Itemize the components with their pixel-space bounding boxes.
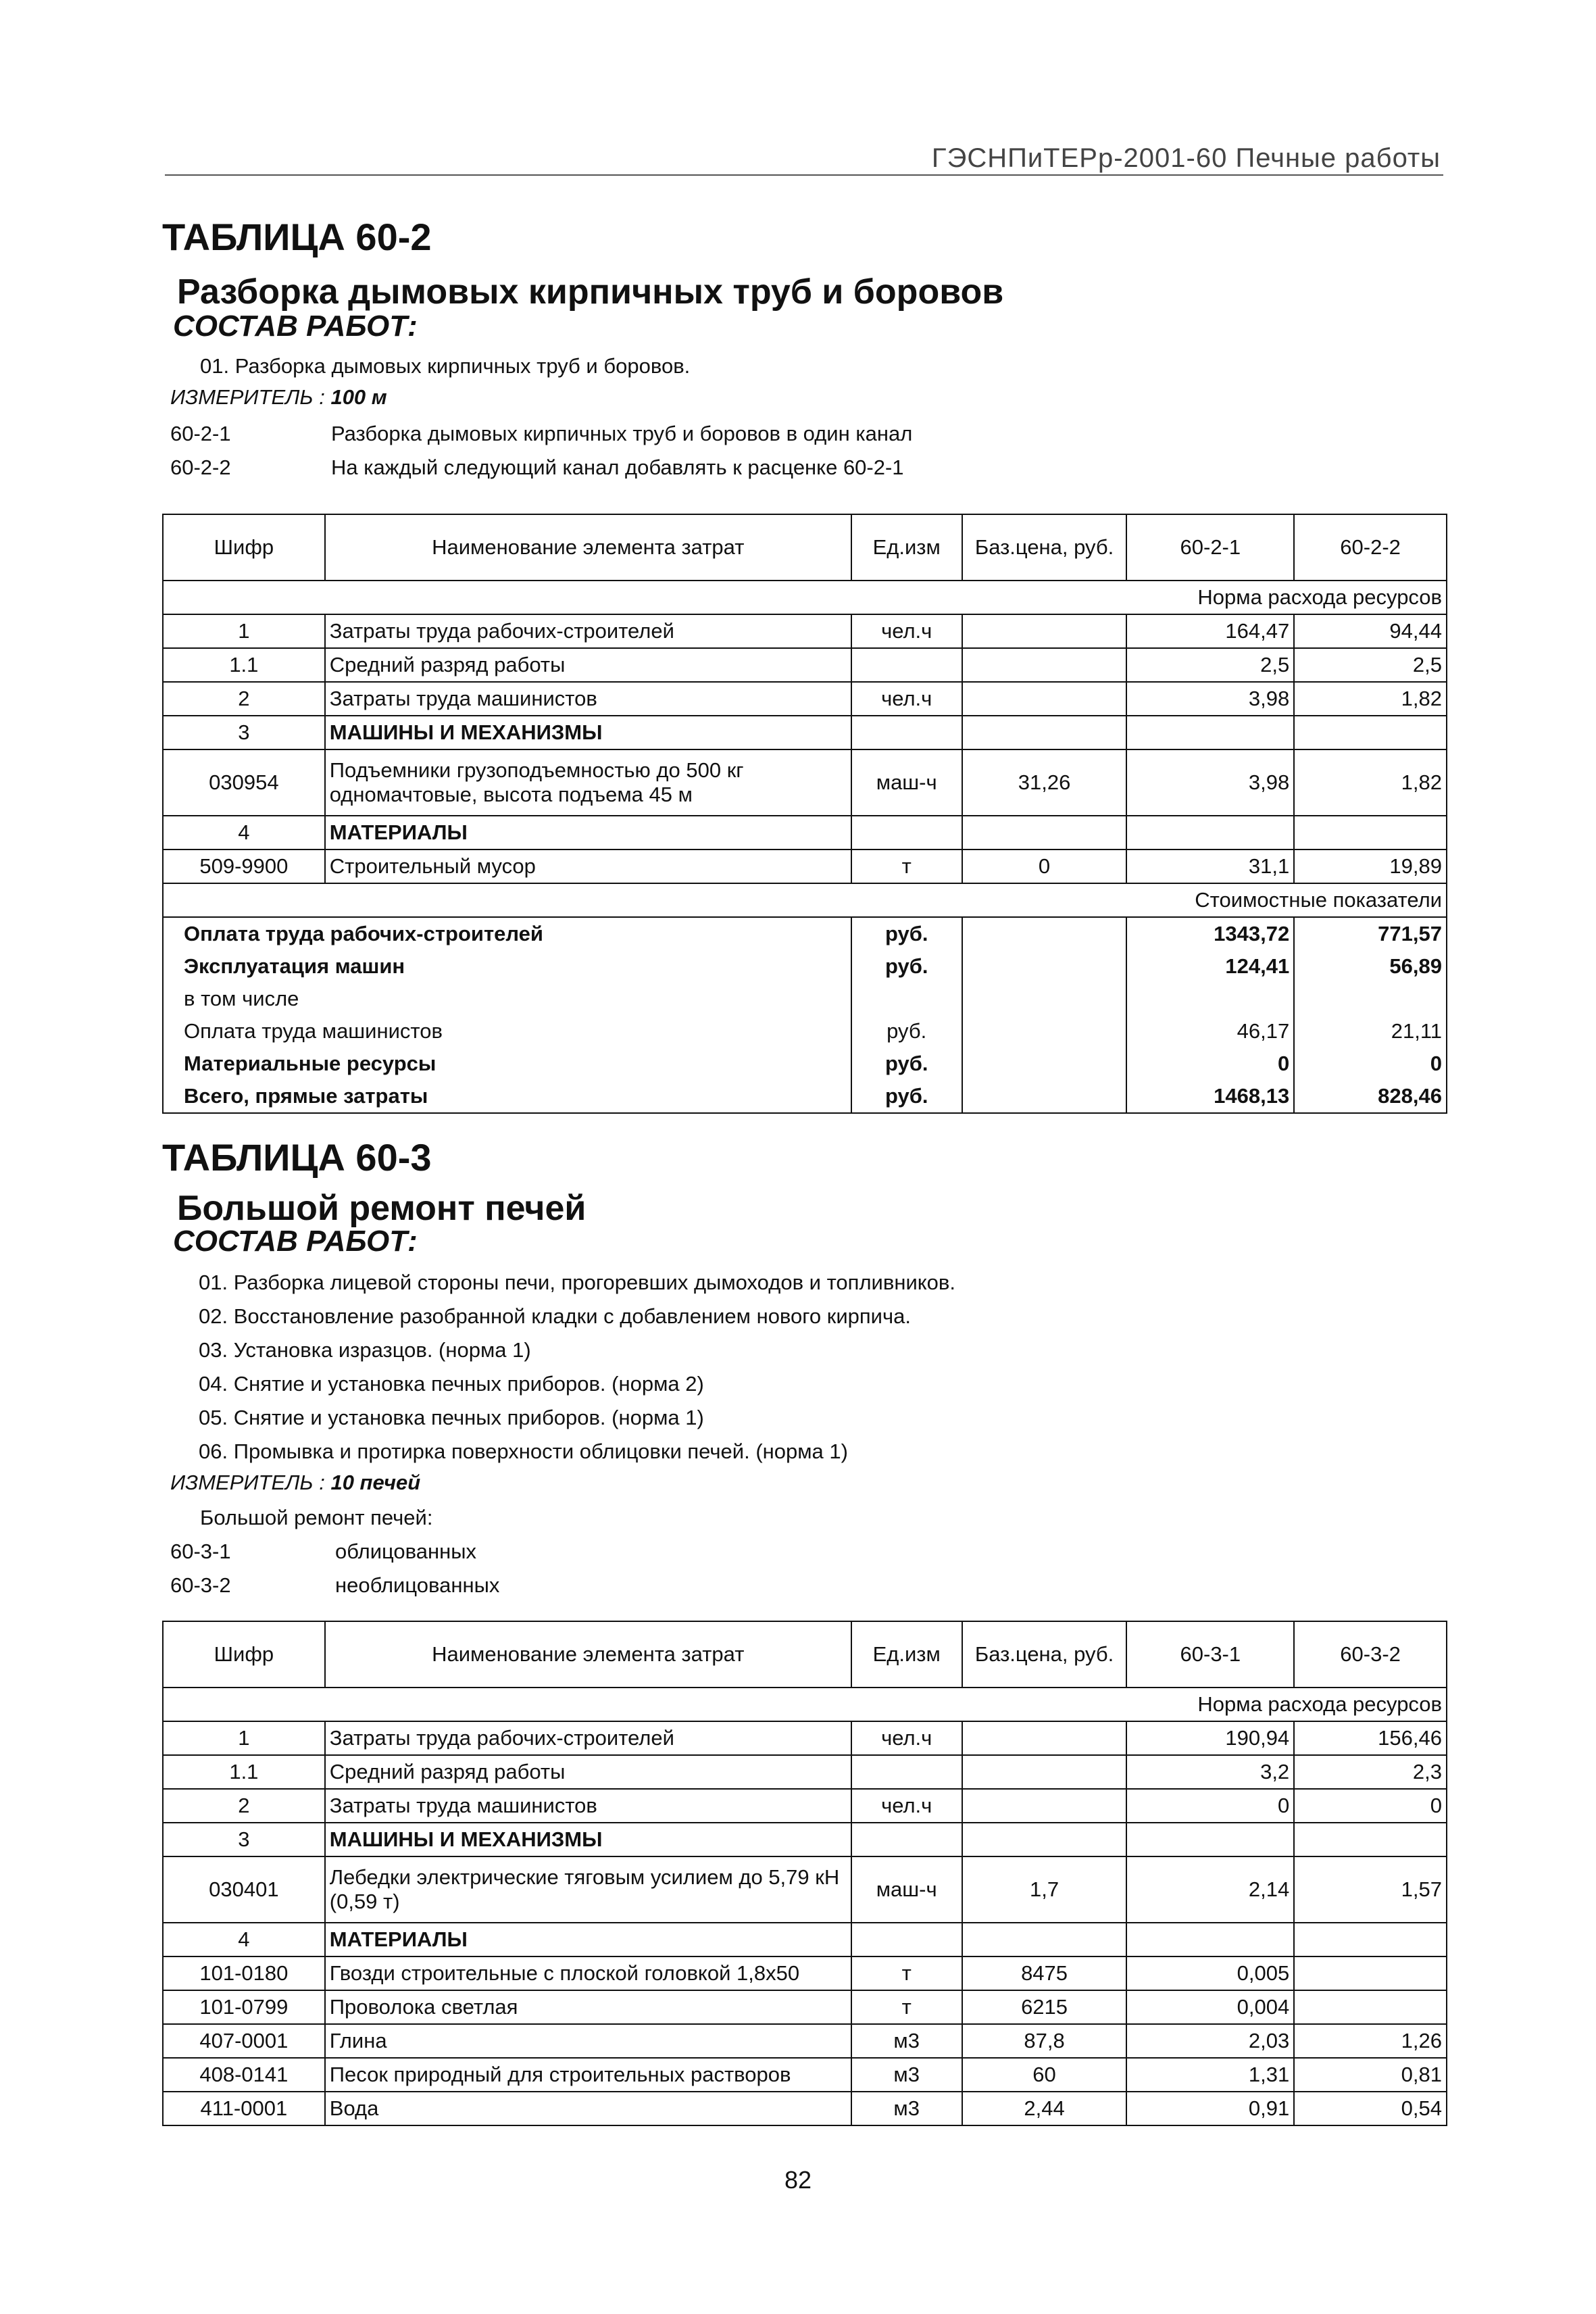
table-60-3-izmeritel: ИЗМЕРИТЕЛЬ : 10 печей bbox=[170, 1471, 421, 1494]
cell-code: 3 bbox=[163, 1823, 325, 1856]
cell-unit: чел.ч bbox=[851, 1789, 962, 1823]
cell-code: 509-9900 bbox=[163, 850, 325, 883]
table-60-3-work-4: 04. Снятие и установка печных приборов. (норма 2) bbox=[199, 1372, 704, 1396]
table-60-2-subtitle: Разборка дымовых кирпичных труб и боровов bbox=[177, 272, 1004, 312]
cell-value-2: 1,82 bbox=[1294, 749, 1447, 816]
cell-price bbox=[962, 1823, 1127, 1856]
cell-unit bbox=[851, 716, 962, 749]
cell-code: 030401 bbox=[163, 1856, 325, 1923]
table-60-3-work-1: 01. Разборка лицевой стороны печи, прогоревших дымоходов и топливников. bbox=[199, 1271, 955, 1294]
cell-price: 87,8 bbox=[962, 2024, 1127, 2058]
cost-row bbox=[163, 1048, 1447, 1080]
col-header: Баз.цена, руб. bbox=[962, 1621, 1127, 1688]
cell-code: 3 bbox=[163, 716, 325, 749]
code-60-3-2: 60-3-2 bbox=[170, 1573, 231, 1597]
code-60-3-1-desc: облицованных bbox=[335, 1540, 477, 1563]
cell-value-1 bbox=[1126, 1923, 1294, 1956]
cell-name: Песок природный для строительных растворов bbox=[325, 2058, 851, 2092]
cost-unit: руб. bbox=[851, 1080, 962, 1113]
cell-code: 4 bbox=[163, 1923, 325, 1956]
cell-unit: маш-ч bbox=[851, 749, 962, 816]
cell-value-2: 0 bbox=[1294, 1789, 1447, 1823]
cell-section-name: МАШИНЫ И МЕХАНИЗМЫ bbox=[325, 1823, 851, 1856]
table-row bbox=[163, 1990, 1447, 2024]
cost-empty bbox=[962, 1015, 1127, 1048]
cell-value-1 bbox=[1126, 1823, 1294, 1856]
cell-unit bbox=[851, 648, 962, 682]
cell-value-2 bbox=[1294, 716, 1447, 749]
cost-unit: руб. bbox=[851, 917, 962, 950]
cell-unit: т bbox=[851, 1956, 962, 1990]
cell-code: 1.1 bbox=[163, 1755, 325, 1789]
table-60-3-subtitle: Большой ремонт печей bbox=[177, 1189, 587, 1228]
cost-row bbox=[163, 950, 1447, 983]
cost-name: Эксплуатация машин bbox=[163, 950, 851, 983]
header-rule bbox=[165, 174, 1443, 176]
cell-name: Гвозди строительные с плоской головкой 1,8х50 bbox=[325, 1956, 851, 1990]
cell-name: Глина bbox=[325, 2024, 851, 2058]
cell-unit: чел.ч bbox=[851, 614, 962, 648]
cell-code: 030954 bbox=[163, 749, 325, 816]
cell-name: Подъемники грузоподъемностью до 500 кг одномачтовые, высота подъема 45 м bbox=[325, 749, 851, 816]
cell-value-2 bbox=[1294, 1823, 1447, 1856]
norma-row bbox=[163, 581, 1447, 614]
cell-name: Средний разряд работы bbox=[325, 1755, 851, 1789]
cell-code: 2 bbox=[163, 1789, 325, 1823]
cell-unit: т bbox=[851, 850, 962, 883]
cell-code: 1 bbox=[163, 1721, 325, 1755]
cost-unit bbox=[851, 983, 962, 1015]
table-row bbox=[163, 682, 1447, 716]
table-row bbox=[163, 1856, 1447, 1923]
cell-unit: м3 bbox=[851, 2058, 962, 2092]
cell-code: 1 bbox=[163, 614, 325, 648]
cell-unit: маш-ч bbox=[851, 1856, 962, 1923]
stoim-row bbox=[163, 883, 1447, 917]
cell-code: 4 bbox=[163, 816, 325, 850]
cell-value-2: 1,26 bbox=[1294, 2024, 1447, 2058]
table-row bbox=[163, 2092, 1447, 2125]
cost-empty bbox=[962, 1080, 1127, 1113]
norma-label: Норма расхода ресурсов bbox=[163, 581, 1447, 614]
cell-section-name: МАШИНЫ И МЕХАНИЗМЫ bbox=[325, 716, 851, 749]
table-60-2-izmeritel: ИЗМЕРИТЕЛЬ : 100 м bbox=[170, 385, 387, 409]
col-header: Шифр bbox=[163, 1621, 325, 1688]
running-header: ГЭСНПиТЕРр-2001-60 Печные работы bbox=[931, 143, 1441, 173]
cell-value-2 bbox=[1294, 1990, 1447, 2024]
cell-price bbox=[962, 1789, 1127, 1823]
stoim-label: Стоимостные показатели bbox=[163, 883, 1447, 917]
col-header: Наименование элемента затрат bbox=[325, 514, 851, 581]
col-header: Ед.изм bbox=[851, 514, 962, 581]
cell-unit bbox=[851, 1823, 962, 1856]
code-60-3-2-desc: необлицованных bbox=[335, 1573, 500, 1597]
cost-unit: руб. bbox=[851, 950, 962, 983]
cell-value-2: 19,89 bbox=[1294, 850, 1447, 883]
cell-value-1: 31,1 bbox=[1126, 850, 1294, 883]
cost-unit: руб. bbox=[851, 1048, 962, 1080]
cell-name: Затраты труда машинистов bbox=[325, 682, 851, 716]
code-60-2-2-desc: На каждый следующий канал добавлять к расценке 60-2-1 bbox=[331, 456, 904, 479]
cell-price bbox=[962, 648, 1127, 682]
page-number: 82 bbox=[784, 2166, 812, 2194]
cell-unit: м3 bbox=[851, 2024, 962, 2058]
cell-price bbox=[962, 682, 1127, 716]
code-60-2-1-desc: Разборка дымовых кирпичных труб и боровов в один канал bbox=[331, 422, 913, 445]
cost-value-1 bbox=[1126, 983, 1294, 1015]
section-row bbox=[163, 716, 1447, 749]
cell-code: 411-0001 bbox=[163, 2092, 325, 2125]
section-row bbox=[163, 1923, 1447, 1956]
table-row bbox=[163, 1755, 1447, 1789]
cell-unit: т bbox=[851, 1990, 962, 2024]
cost-name: Оплата труда машинистов bbox=[163, 1015, 851, 1048]
cell-price: 8475 bbox=[962, 1956, 1127, 1990]
cost-row bbox=[163, 1080, 1447, 1113]
cell-unit: чел.ч bbox=[851, 1721, 962, 1755]
col-header: 60-2-2 bbox=[1294, 514, 1447, 581]
cell-price: 0 bbox=[962, 850, 1127, 883]
cell-price bbox=[962, 1721, 1127, 1755]
cost-value-2: 771,57 bbox=[1294, 917, 1447, 950]
cell-price: 1,7 bbox=[962, 1856, 1127, 1923]
cell-value-2 bbox=[1294, 1923, 1447, 1956]
col-header: Баз.цена, руб. bbox=[962, 514, 1127, 581]
table-row bbox=[163, 850, 1447, 883]
cell-unit bbox=[851, 816, 962, 850]
cell-value-2: 1,57 bbox=[1294, 1856, 1447, 1923]
cell-section-name: МАТЕРИАЛЫ bbox=[325, 816, 851, 850]
cell-code: 408-0141 bbox=[163, 2058, 325, 2092]
cell-code: 101-0799 bbox=[163, 1990, 325, 2024]
table-60-2-sostav-label: СОСТАВ РАБОТ: bbox=[173, 310, 418, 343]
cell-value-2: 0,81 bbox=[1294, 2058, 1447, 2092]
cost-value-1: 124,41 bbox=[1126, 950, 1294, 983]
table-60-2 bbox=[162, 514, 1447, 1114]
cell-section-name: МАТЕРИАЛЫ bbox=[325, 1923, 851, 1956]
cell-unit bbox=[851, 1923, 962, 1956]
cell-price: 60 bbox=[962, 2058, 1127, 2092]
table-row bbox=[163, 614, 1447, 648]
table-60-3-work-6: 06. Промывка и протирка поверхности облицовки печей. (норма 1) bbox=[199, 1439, 848, 1463]
table-60-3-heading: ТАБЛИЦА 60-3 bbox=[162, 1136, 432, 1179]
cell-price: 31,26 bbox=[962, 749, 1127, 816]
cell-value-2 bbox=[1294, 816, 1447, 850]
cost-empty bbox=[962, 950, 1127, 983]
cell-value-1: 3,98 bbox=[1126, 749, 1294, 816]
cell-value-1: 0,004 bbox=[1126, 1990, 1294, 2024]
cost-row bbox=[163, 983, 1447, 1015]
cell-unit: чел.ч bbox=[851, 682, 962, 716]
cell-value-1: 1,31 bbox=[1126, 2058, 1294, 2092]
col-header: 60-2-1 bbox=[1126, 514, 1294, 581]
cell-value-1 bbox=[1126, 716, 1294, 749]
cell-price bbox=[962, 1923, 1127, 1956]
cell-name: Затраты труда рабочих-строителей bbox=[325, 1721, 851, 1755]
table-row bbox=[163, 749, 1447, 816]
cost-name: Всего, прямые затраты bbox=[163, 1080, 851, 1113]
norma-label: Норма расхода ресурсов bbox=[163, 1688, 1447, 1721]
cell-value-2: 2,5 bbox=[1294, 648, 1447, 682]
col-header: 60-3-1 bbox=[1126, 1621, 1294, 1688]
cell-value-2: 1,82 bbox=[1294, 682, 1447, 716]
cell-code: 101-0180 bbox=[163, 1956, 325, 1990]
cell-name: Вода bbox=[325, 2092, 851, 2125]
cell-price bbox=[962, 614, 1127, 648]
cell-unit: м3 bbox=[851, 2092, 962, 2125]
cell-price: 6215 bbox=[962, 1990, 1127, 2024]
cost-value-1: 0 bbox=[1126, 1048, 1294, 1080]
cost-value-2: 21,11 bbox=[1294, 1015, 1447, 1048]
cell-unit bbox=[851, 1755, 962, 1789]
cell-value-2: 2,3 bbox=[1294, 1755, 1447, 1789]
section-row bbox=[163, 816, 1447, 850]
cost-value-1: 1343,72 bbox=[1126, 917, 1294, 950]
col-header: Шифр bbox=[163, 514, 325, 581]
cost-empty bbox=[962, 983, 1127, 1015]
cell-value-1 bbox=[1126, 816, 1294, 850]
cell-value-1: 2,03 bbox=[1126, 2024, 1294, 2058]
cell-price bbox=[962, 816, 1127, 850]
cell-value-2: 156,46 bbox=[1294, 1721, 1447, 1755]
cell-value-1: 2,14 bbox=[1126, 1856, 1294, 1923]
cell-code: 1.1 bbox=[163, 648, 325, 682]
cost-empty bbox=[962, 1048, 1127, 1080]
cell-price bbox=[962, 1755, 1127, 1789]
cell-price: 2,44 bbox=[962, 2092, 1127, 2125]
cell-name: Лебедки электрические тяговым усилием до 5,79 кН (0,59 т) bbox=[325, 1856, 851, 1923]
table-row bbox=[163, 2024, 1447, 2058]
col-header: Наименование элемента затрат bbox=[325, 1621, 851, 1688]
cell-value-1: 0,91 bbox=[1126, 2092, 1294, 2125]
table-60-2-heading: ТАБЛИЦА 60-2 bbox=[162, 216, 432, 258]
section-row bbox=[163, 1823, 1447, 1856]
table-60-3-work-2: 02. Восстановление разобранной кладки с добавлением нового кирпича. bbox=[199, 1304, 911, 1328]
table-60-3-group: Большой ремонт печей: bbox=[200, 1506, 433, 1529]
table-60-2-work-1: 01. Разборка дымовых кирпичных труб и боровов. bbox=[200, 354, 691, 378]
table-60-3 bbox=[162, 1621, 1447, 2126]
cost-value-2 bbox=[1294, 983, 1447, 1015]
cell-value-1: 0,005 bbox=[1126, 1956, 1294, 1990]
cost-value-1: 46,17 bbox=[1126, 1015, 1294, 1048]
cell-value-1: 164,47 bbox=[1126, 614, 1294, 648]
code-60-2-2: 60-2-2 bbox=[170, 456, 231, 479]
table-header-row bbox=[163, 1621, 1447, 1688]
cost-row bbox=[163, 1015, 1447, 1048]
cell-name: Проволока светлая bbox=[325, 1990, 851, 2024]
code-60-2-1: 60-2-1 bbox=[170, 422, 231, 445]
cost-name: Оплата труда рабочих-строителей bbox=[163, 917, 851, 950]
cost-empty bbox=[962, 917, 1127, 950]
code-60-3-1: 60-3-1 bbox=[170, 1540, 231, 1563]
cell-value-2: 94,44 bbox=[1294, 614, 1447, 648]
cell-value-2: 0,54 bbox=[1294, 2092, 1447, 2125]
table-row bbox=[163, 2058, 1447, 2092]
cell-value-1: 190,94 bbox=[1126, 1721, 1294, 1755]
cost-value-1: 1468,13 bbox=[1126, 1080, 1294, 1113]
table-row bbox=[163, 1956, 1447, 1990]
table-row bbox=[163, 1721, 1447, 1755]
table-row bbox=[163, 1789, 1447, 1823]
cost-unit: руб. bbox=[851, 1015, 962, 1048]
cell-name: Затраты труда рабочих-строителей bbox=[325, 614, 851, 648]
table-60-3-sostav-label: СОСТАВ РАБОТ: bbox=[173, 1225, 418, 1258]
table-header-row bbox=[163, 514, 1447, 581]
cell-name: Средний разряд работы bbox=[325, 648, 851, 682]
table-row bbox=[163, 648, 1447, 682]
cell-code: 407-0001 bbox=[163, 2024, 325, 2058]
col-header: Ед.изм bbox=[851, 1621, 962, 1688]
cell-value-1: 0 bbox=[1126, 1789, 1294, 1823]
cell-price bbox=[962, 716, 1127, 749]
cost-value-2: 828,46 bbox=[1294, 1080, 1447, 1113]
cell-code: 2 bbox=[163, 682, 325, 716]
cell-value-2 bbox=[1294, 1956, 1447, 1990]
cost-value-2: 56,89 bbox=[1294, 950, 1447, 983]
cell-name: Строительный мусор bbox=[325, 850, 851, 883]
norma-row bbox=[163, 1688, 1447, 1721]
cell-value-1: 3,2 bbox=[1126, 1755, 1294, 1789]
cell-value-1: 2,5 bbox=[1126, 648, 1294, 682]
table-60-3-work-3: 03. Установка изразцов. (норма 1) bbox=[199, 1338, 531, 1362]
cell-name: Затраты труда машинистов bbox=[325, 1789, 851, 1823]
col-header: 60-3-2 bbox=[1294, 1621, 1447, 1688]
table-60-3-work-5: 05. Снятие и установка печных приборов. (норма 1) bbox=[199, 1406, 704, 1429]
cost-name: Материальные ресурсы bbox=[163, 1048, 851, 1080]
cell-value-1: 3,98 bbox=[1126, 682, 1294, 716]
cost-value-2: 0 bbox=[1294, 1048, 1447, 1080]
cost-row bbox=[163, 917, 1447, 950]
cost-name: в том числе bbox=[163, 983, 851, 1015]
